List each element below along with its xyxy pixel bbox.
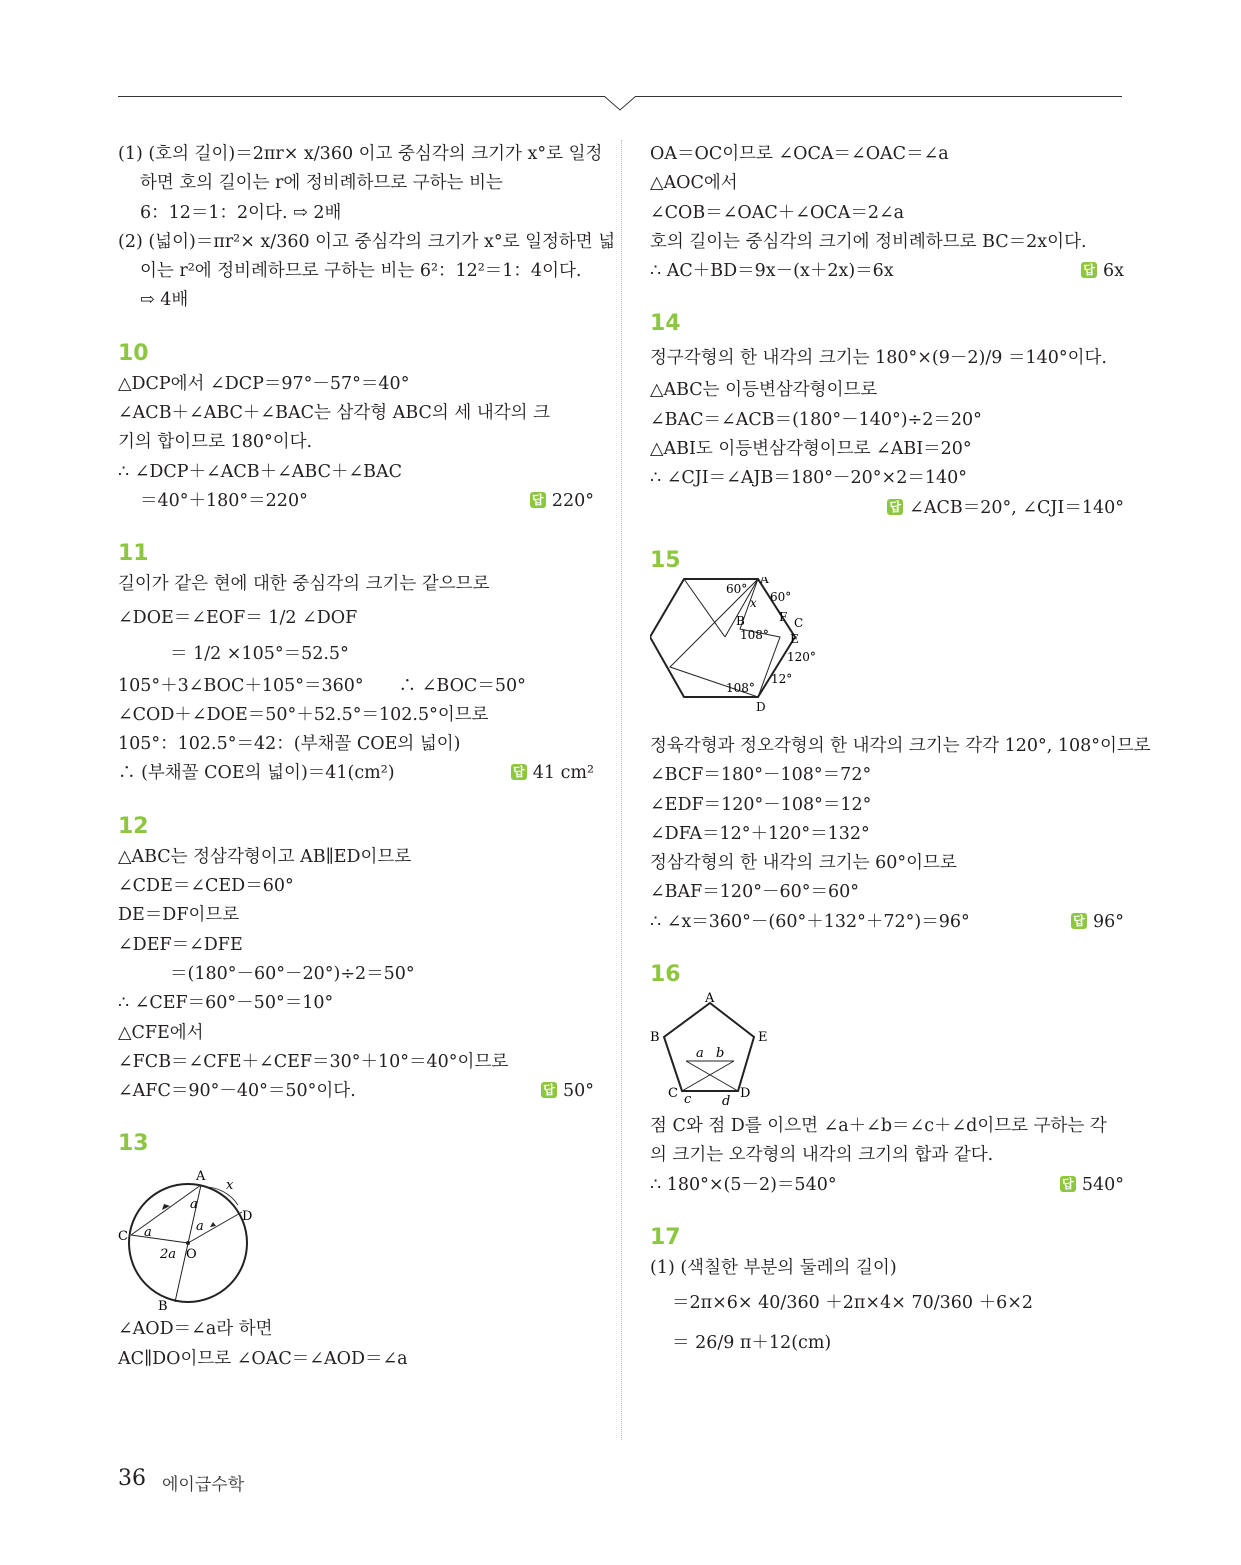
text-line: 점 C와 점 D를 이으면 ∠a＋∠b＝∠c＋∠d이므로 구하는 각 xyxy=(650,1116,1107,1137)
text-line: (1) (호의 길이)＝2πr× x/360 이고 중심각의 크기가 x°로 일정 xyxy=(118,144,603,164)
header-notch xyxy=(604,96,636,112)
answer xyxy=(530,487,594,516)
problem-number: 12 xyxy=(118,813,149,839)
label-60-left: 60° xyxy=(726,581,748,596)
label-A: A xyxy=(760,576,769,586)
text-line: 기의 합이므로 180°이다. xyxy=(118,432,313,453)
problem-17 xyxy=(650,1224,1124,1363)
answer-value: ∠ACB＝20°, ∠CJI＝140° xyxy=(909,497,1124,518)
problem-12 xyxy=(118,813,594,1107)
pentagon-star-diagram xyxy=(650,991,790,1107)
answer-badge: 답 xyxy=(1071,913,1087,929)
text-line: △AOC에서 xyxy=(650,173,738,194)
text-line: 길이가 같은 현에 대한 중심각의 크기는 같으므로 xyxy=(118,574,490,595)
answer-badge: 답 xyxy=(1081,262,1097,278)
answer xyxy=(1081,257,1124,286)
text-line: △ABI도 이등변삼각형이므로 ∠ABI＝20° xyxy=(650,439,972,460)
problem-number: 16 xyxy=(650,962,681,988)
label-F: F xyxy=(779,609,788,624)
problem-number: 10 xyxy=(118,340,149,366)
text-line: ∠DFA＝12°＋120°＝132° xyxy=(650,823,870,844)
label-108-upper: 108° xyxy=(740,627,769,642)
text-line: 이는 r²에 정비례하므로 구하는 비는 6²：12²＝1：4이다. xyxy=(140,261,582,282)
text-line: ∠BAF＝120°－60°＝60° xyxy=(650,882,859,903)
text-line: ＝ 26/9 π＋12(cm) xyxy=(672,1333,832,1354)
text-line: OA＝OC이므로 ∠OCA＝∠OAC＝∠a xyxy=(650,144,949,164)
answer xyxy=(1071,908,1124,937)
text-line: (2) (넓이)＝πr²× x/360 이고 중심각의 크기가 x°로 일정하면 넓 xyxy=(118,231,616,252)
left-column xyxy=(118,140,616,1374)
answer xyxy=(887,494,1124,523)
label-B: B xyxy=(158,1299,168,1311)
label-2a: 2a xyxy=(160,1247,177,1263)
answer-value: 540° xyxy=(1081,1174,1124,1195)
label-B: B xyxy=(736,613,745,628)
label-D: D xyxy=(242,1209,253,1225)
label-12: 12° xyxy=(771,671,793,686)
problem-13-continued xyxy=(650,140,1124,286)
answer-value: 6x xyxy=(1102,261,1124,282)
text-line: ＝2π×6× 40/360 ＋2π×4× 70/360 ＋6×2 xyxy=(672,1293,1034,1314)
text-line: ∠COD＋∠DOE＝50°＋52.5°＝102.5°이므로 xyxy=(118,704,489,725)
text-line: 정삼각형의 한 내각의 크기는 60°이므로 xyxy=(650,853,957,874)
text-line: ∠EDF＝120°－108°＝12° xyxy=(650,794,872,815)
problem-number: 15 xyxy=(650,547,681,573)
answer-badge: 답 xyxy=(511,764,527,780)
text-line: ∠COB＝∠OAC＋∠OCA＝2∠a xyxy=(650,202,905,223)
column-separator xyxy=(621,140,622,1440)
intro-block xyxy=(118,140,616,316)
problem-11 xyxy=(118,540,594,788)
label-B: B xyxy=(650,1030,660,1046)
label-D: D xyxy=(756,699,766,714)
answer-badge: 답 xyxy=(887,499,903,515)
problem-16 xyxy=(650,961,1124,1200)
answer xyxy=(511,759,594,788)
text-line: ∴ ∠CEF＝60°－50°＝10° xyxy=(118,993,334,1014)
text-line: ∴ 180°×(5－2)＝540° xyxy=(650,1174,837,1195)
text-line: 하면 호의 길이는 r에 정비례하므로 구하는 비는 xyxy=(140,173,503,194)
text-line: ＝ 1/2 ×105°＝52.5° xyxy=(170,643,349,664)
label-E: E xyxy=(758,1030,768,1046)
text-line: ∠FCB＝∠CFE＋∠CEF＝30°＋10°＝40°이므로 xyxy=(118,1051,509,1072)
answer-badge: 답 xyxy=(1060,1176,1076,1192)
label-C: C xyxy=(118,1229,128,1245)
label-c: c xyxy=(684,1092,692,1108)
answer xyxy=(1060,1171,1124,1200)
text-line: AC∥DO이므로 ∠OAC＝∠AOD＝∠a xyxy=(118,1348,408,1369)
text-line: ∠AOD＝∠a라 하면 xyxy=(118,1319,273,1340)
label-A: A xyxy=(196,1169,206,1185)
text-line: ∠ACB＋∠ABC＋∠BAC는 삼각형 ABC의 세 내각의 크 xyxy=(118,403,551,424)
label-E: E xyxy=(790,631,799,646)
circle-diagram xyxy=(118,1160,278,1310)
problem-10 xyxy=(118,340,594,516)
text-line: ∠BAC＝∠ACB＝(180°－140°)÷2＝20° xyxy=(650,409,982,430)
text-line: ＝(180°－60°－20°)÷2＝50° xyxy=(170,963,415,984)
label-b: b xyxy=(716,1046,725,1062)
label-120: 120° xyxy=(787,649,816,664)
answer-value: 41 cm² xyxy=(532,763,594,784)
text-line: △CFE에서 xyxy=(118,1022,204,1043)
answer-value: 50° xyxy=(562,1081,594,1102)
text-line: ∴ (부채꼴 COE의 넓이)＝41(cm²) xyxy=(118,763,395,784)
text-line: 의 크기는 오각형의 내각의 크기의 합과 같다. xyxy=(650,1145,994,1166)
text-line: ∴ ∠CJI＝∠AJB＝180°－20°×2＝140° xyxy=(650,468,967,489)
text-line: △ABC는 정삼각형이고 AB∥ED이므로 xyxy=(118,846,412,867)
label-x: x xyxy=(750,595,757,610)
text-line: △ABC는 이등변삼각형이므로 xyxy=(650,380,878,401)
problem-number: 17 xyxy=(650,1224,681,1250)
label-108-lower: 108° xyxy=(726,680,755,695)
text-line: ∠CDE＝∠CED＝60° xyxy=(118,876,294,897)
text-line: 정육각형과 정오각형의 한 내각의 크기는 각각 120°, 108°이므로 xyxy=(650,735,1151,756)
problem-number: 13 xyxy=(118,1131,149,1157)
right-column xyxy=(650,140,1151,1363)
text-line: ∴ ∠DCP＋∠ACB＋∠ABC＋∠BAC xyxy=(118,461,403,482)
problem-15 xyxy=(650,547,1151,937)
answer xyxy=(541,1077,594,1106)
text-line: ⇨ 4배 xyxy=(140,290,189,311)
label-d: d xyxy=(722,1094,731,1108)
text-line: DE＝DF이므로 xyxy=(118,905,240,926)
problem-number: 11 xyxy=(118,541,149,567)
label-a-1: a xyxy=(144,1225,152,1241)
label-x: x xyxy=(226,1178,234,1194)
label-D: D xyxy=(740,1086,751,1102)
label-a-2: a xyxy=(190,1197,198,1213)
text-line: (1) (색칠한 부분의 둘레의 길이) xyxy=(650,1257,897,1278)
book-title: 에이급수학 xyxy=(162,1475,245,1495)
label-A: A xyxy=(705,991,715,1007)
answer-badge: 답 xyxy=(541,1082,557,1098)
text-line: ＝40°＋180°＝220° xyxy=(140,490,308,511)
text-line: ∠DOE＝∠EOF＝ 1/2 ∠DOF xyxy=(118,607,358,628)
text-line: △DCP에서 ∠DCP＝97°－57°＝40° xyxy=(118,373,410,394)
text-line: 105°：102.5°＝42：(부채꼴 COE의 넓이) xyxy=(118,734,461,755)
text-line: 6：12＝1：2이다. ⇨ 2배 xyxy=(140,202,342,223)
text-line: 정구각형의 한 내각의 크기는 180°×(9－2)/9 ＝140°이다. xyxy=(650,348,1107,369)
problem-13 xyxy=(118,1130,594,1374)
text-line: ∠DEF＝∠DFE xyxy=(118,934,243,955)
label-60-right: 60° xyxy=(770,589,792,604)
label-C: C xyxy=(668,1086,678,1102)
answer-badge: 답 xyxy=(530,492,546,508)
label-a: a xyxy=(696,1046,704,1062)
label-O: O xyxy=(186,1247,197,1263)
answer-value: 220° xyxy=(551,490,594,511)
text-line: 호의 길이는 중심각의 크기에 정비례하므로 BC＝2x이다. xyxy=(650,231,1087,252)
problem-14 xyxy=(650,310,1124,522)
label-a-3: a xyxy=(196,1219,204,1235)
answer-value: 96° xyxy=(1092,911,1124,932)
problem-number: 14 xyxy=(650,311,681,337)
label-C: C xyxy=(794,615,804,630)
text-line: ∴ ∠x＝360°－(60°＋132°＋72°)＝96° xyxy=(650,911,970,932)
text-line: ∠AFC＝90°－40°＝50°이다. xyxy=(118,1081,356,1102)
hexagon-pentagon-diagram xyxy=(650,577,830,727)
text-line: 105°＋3∠BOC＋105°＝360° ∴ ∠BOC＝50° xyxy=(118,675,526,696)
page-number: 36 xyxy=(118,1466,146,1491)
text-line: ∠BCF＝180°－108°＝72° xyxy=(650,765,872,786)
text-line: ∴ AC＋BD＝9x－(x＋2x)＝6x xyxy=(650,261,894,282)
